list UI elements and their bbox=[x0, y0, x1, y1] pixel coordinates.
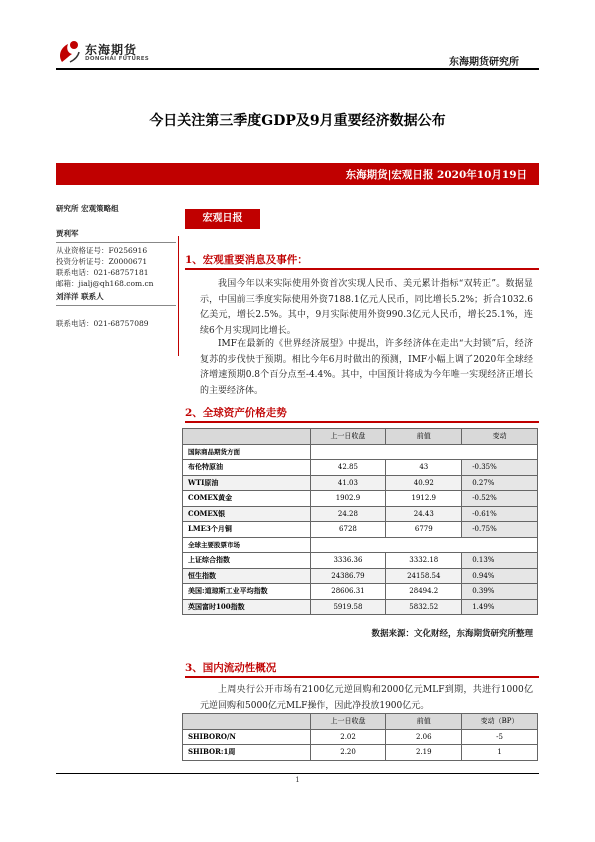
report-banner bbox=[56, 163, 539, 185]
row-label: 上证综合指数 bbox=[183, 553, 311, 569]
section-heading-liquidity: 3、国内流动性概况 bbox=[185, 662, 277, 674]
table-row bbox=[183, 729, 538, 745]
table-row bbox=[183, 568, 538, 584]
column-divider bbox=[178, 236, 179, 356]
data-source-note: 数据来源：文化财经，东海期货研究所整理 bbox=[371, 629, 533, 639]
row-change: -0.35% bbox=[462, 460, 538, 476]
row-label: 恒生指数 bbox=[183, 568, 311, 584]
row-label: COMEX黄金 bbox=[183, 491, 311, 507]
row-previous: 3332.18 bbox=[386, 553, 462, 569]
table-row bbox=[183, 491, 538, 507]
liquidity-table bbox=[182, 713, 538, 761]
row-label: SHIBORO/N bbox=[183, 729, 311, 745]
section-heading-assets: 2、全球资产价格走势 bbox=[185, 407, 287, 419]
row-last-close: 2.02 bbox=[310, 729, 386, 745]
row-last-close: 24.28 bbox=[310, 506, 386, 522]
row-last-close: 5919.58 bbox=[310, 599, 386, 615]
liquidity-paragraph: 上周央行公开市场有2100亿元逆回购和2000亿元MLF到期，共进行1000亿元逆回购和5000亿元MLF操作，因此净投放1900亿元。 bbox=[200, 685, 533, 711]
row-last-close: 1902.9 bbox=[310, 491, 386, 507]
table-row bbox=[183, 460, 538, 476]
row-change: 0.13% bbox=[462, 553, 538, 569]
table-group-row bbox=[183, 537, 538, 553]
news-paragraph-1: 我国今年以来实际使用外资首次实现人民币、美元累计指标“双转正”。数据显示，中国前三季度实际使用外资7188.1亿元人民币，同比增长5.2%；折合1032.6亿美元，增长2.5%。其中，9月实际使用外资990.3亿元人民币，增长25.1%，连续6个月实现同比增长。 bbox=[200, 279, 533, 336]
news-paragraph-2: IMF在最新的《世界经济展望》中提出，许多经济体在走出“大封锁”后，经济复苏的步伐快于预期。相比今年6月时做出的预测，IMF小幅上调了2020年全球经济增速预期0.8个百分点至-4.4%。其中，中国预计将成为今年唯一实现经济正增长的主要经济体。 bbox=[200, 339, 533, 396]
table-header-cell: 变动（BP） bbox=[462, 714, 538, 730]
logo-en-text: DONGHAI FUTURES bbox=[85, 56, 150, 62]
row-last-close: 2.20 bbox=[310, 745, 386, 761]
logo-cn-text: 东海期货 bbox=[85, 43, 138, 57]
row-previous: 40.92 bbox=[386, 475, 462, 491]
section-heading-news: 1、宏观重要消息及事件： bbox=[185, 254, 308, 266]
table-row bbox=[183, 599, 538, 615]
row-previous: 5832.52 bbox=[386, 599, 462, 615]
analyst1-email[interactable]: 邮箱：jialj@qh168.com.cn bbox=[56, 279, 154, 288]
header-rule bbox=[56, 68, 539, 70]
section-rule bbox=[185, 421, 539, 423]
header-org-name: 东海期货研究所 bbox=[449, 57, 519, 68]
table-header-row bbox=[183, 429, 538, 445]
page-number: 1 bbox=[295, 776, 300, 784]
table-header-cell: 上一日收盘 bbox=[310, 429, 386, 445]
row-previous: 6779 bbox=[386, 522, 462, 538]
analyst2-phone: 联系电话：021-68757089 bbox=[56, 319, 149, 328]
row-previous: 24.43 bbox=[386, 506, 462, 522]
row-label: WTI原油 bbox=[183, 475, 311, 491]
row-previous: 24158.54 bbox=[386, 568, 462, 584]
row-change: -0.61% bbox=[462, 506, 538, 522]
row-last-close: 24386.79 bbox=[310, 568, 386, 584]
analyst1-cert: 从业资格证号：F0256916 bbox=[56, 246, 148, 255]
logo-mark-icon bbox=[56, 38, 82, 66]
row-last-close: 3336.36 bbox=[310, 553, 386, 569]
row-previous: 28494.2 bbox=[386, 584, 462, 600]
table-header-cell: 变动 bbox=[462, 429, 538, 445]
table-row bbox=[183, 522, 538, 538]
row-change: 0.94% bbox=[462, 568, 538, 584]
table-group-row bbox=[183, 444, 538, 460]
table-row bbox=[183, 745, 538, 761]
row-change: 1 bbox=[462, 745, 538, 761]
row-label: 美国:道琼斯工业平均指数 bbox=[183, 584, 311, 600]
table-header-cell bbox=[183, 429, 311, 445]
row-previous: 2.06 bbox=[386, 729, 462, 745]
table-row bbox=[183, 475, 538, 491]
row-change: 0.27% bbox=[462, 475, 538, 491]
sidebar-rule bbox=[56, 242, 176, 243]
row-previous: 1912.9 bbox=[386, 491, 462, 507]
row-label: COMEX银 bbox=[183, 506, 311, 522]
row-last-close: 42.85 bbox=[310, 460, 386, 476]
row-change: -0.52% bbox=[462, 491, 538, 507]
sidebar-rule bbox=[56, 305, 176, 306]
table-group-label: 国际商品期货方面 bbox=[183, 444, 311, 460]
table-row bbox=[183, 584, 538, 600]
row-label: 布伦特原油 bbox=[183, 460, 311, 476]
table-header-cell: 前值 bbox=[386, 429, 462, 445]
row-change: 0.39% bbox=[462, 584, 538, 600]
row-last-close: 6728 bbox=[310, 522, 386, 538]
row-label: SHIBOR:1周 bbox=[183, 745, 311, 761]
page-title: 今日关注第三季度GDP及9月重要经济数据公布 bbox=[149, 113, 446, 129]
section-tag: 宏观日报 bbox=[185, 209, 260, 229]
company-logo bbox=[56, 38, 176, 68]
footer-rule bbox=[56, 773, 539, 774]
analyst1-phone: 联系电话：021-68757181 bbox=[56, 268, 149, 277]
row-previous: 2.19 bbox=[386, 745, 462, 761]
analyst1-name: 贾利军 bbox=[56, 229, 79, 238]
row-change: -0.75% bbox=[462, 522, 538, 538]
row-label: 英国富时100指数 bbox=[183, 599, 311, 615]
sidebar-dept: 研究所 宏观策略组 bbox=[56, 204, 119, 213]
row-previous: 43 bbox=[386, 460, 462, 476]
section-rule bbox=[185, 268, 539, 270]
table-header-cell: 上一日收盘 bbox=[310, 714, 386, 730]
table-row bbox=[183, 506, 538, 522]
row-last-close: 41.03 bbox=[310, 475, 386, 491]
banner-text: 东海期货|宏观日报 2020年10月19日 bbox=[345, 169, 527, 181]
table-group-label: 全球主要股票市场 bbox=[183, 537, 311, 553]
table-row bbox=[183, 553, 538, 569]
table-header-cell: 前值 bbox=[386, 714, 462, 730]
row-last-close: 28606.31 bbox=[310, 584, 386, 600]
row-change: -5 bbox=[462, 729, 538, 745]
row-label: LME3个月铜 bbox=[183, 522, 311, 538]
analyst-sidebar bbox=[56, 203, 176, 329]
table-header-cell bbox=[183, 714, 311, 730]
asset-price-table bbox=[182, 428, 538, 615]
table-header-row bbox=[183, 714, 538, 730]
section-rule bbox=[185, 676, 539, 678]
analyst1-consult: 投资分析证号：Z0000671 bbox=[56, 257, 148, 266]
analyst2-name: 刘洋洋 联系人 bbox=[56, 292, 104, 301]
row-change: 1.49% bbox=[462, 599, 538, 615]
